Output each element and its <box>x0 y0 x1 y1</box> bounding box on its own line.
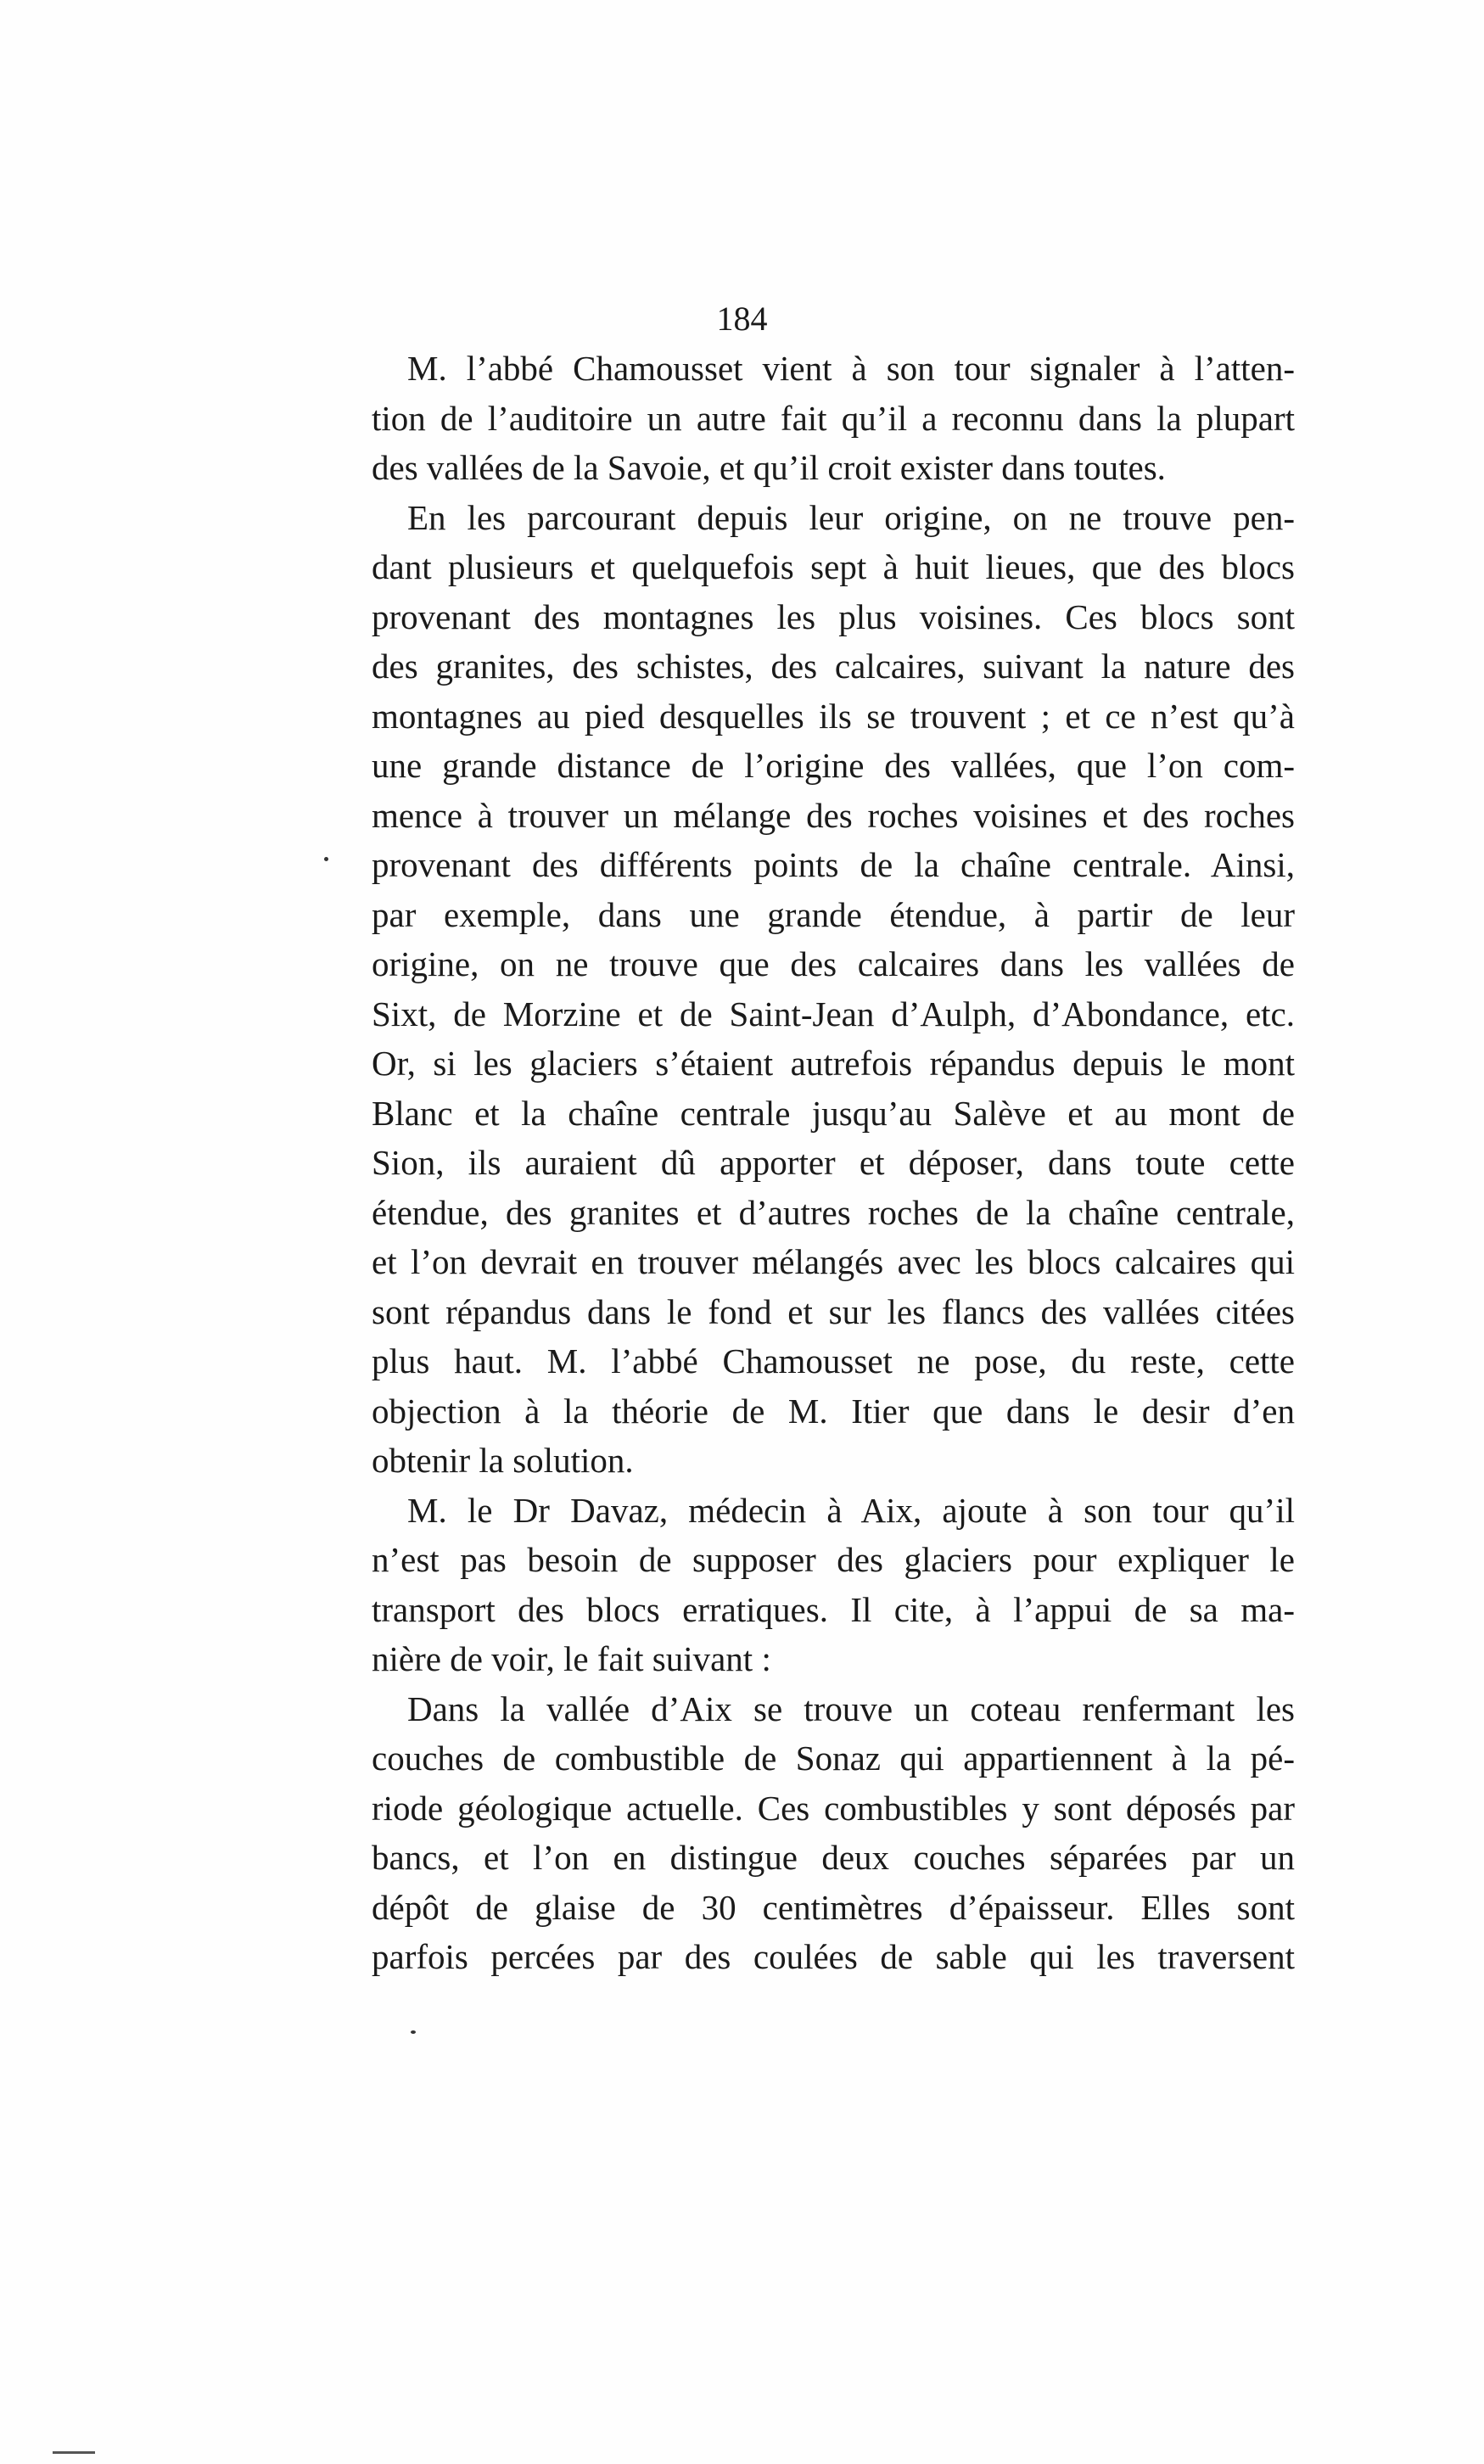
text-line: une grande distance de l’origine des vallées, que l’on com- <box>372 746 1295 785</box>
text-line: transport des blocs erratiques. Il cite, à l’appui de sa ma- <box>372 1589 1295 1629</box>
scan-edge-mark <box>53 2451 95 2454</box>
text-line: Sixt, de Morzine et de Saint-Jean d’Aulph, d’Abondance, etc. <box>372 994 1295 1033</box>
text-line: étendue, des granites et d’autres roches de la chaîne centrale, <box>372 1192 1295 1232</box>
text-line: et l’on devrait en trouver mélangés avec les blocs calcaires qui <box>372 1242 1295 1281</box>
page-number: 184 <box>716 300 768 338</box>
text-line: nière de voir, le fait suivant : <box>372 1639 771 1678</box>
body-text <box>372 344 1295 1982</box>
text-line: obtenir la solution. <box>372 1441 634 1480</box>
text-line: n’est pas besoin de supposer des glaciers pour expliquer le <box>372 1540 1295 1579</box>
text-line: bancs, et l’on en distingue deux couches séparées par un <box>372 1838 1295 1877</box>
text-line: M. le Dr Davaz, médecin à Aix, ajoute à son tour qu’il <box>407 1490 1295 1530</box>
scan-speck <box>324 857 328 861</box>
text-line: Sion, ils auraient dû apporter et déposer, dans toute cette <box>372 1143 1295 1182</box>
text-line: des granites, des schistes, des calcaires, suivant la nature des <box>372 647 1295 686</box>
text-line: parfois percées par des coulées de sable qui les traversent <box>372 1937 1295 1976</box>
text-line: dépôt de glaise de 30 centimètres d’épaisseur. Elles sont <box>372 1887 1295 1927</box>
text-line: sont répandus dans le fond et sur les flancs des vallées citées <box>372 1291 1295 1331</box>
text-line: montagnes au pied desquelles ils se trouvent ; et ce n’est qu’à <box>372 696 1295 736</box>
text-line: tion de l’auditoire un autre fait qu’il a reconnu dans la plupart <box>372 398 1295 438</box>
text-line: des vallées de la Savoie, et qu’il croit exister dans toutes. <box>372 448 1166 487</box>
text-line: Dans la vallée d’Aix se trouve un coteau renfermant les <box>407 1688 1295 1728</box>
text-line: dant plusieurs et quelquefois sept à huit lieues, que des blocs <box>372 547 1295 586</box>
text-line: M. l’abbé Chamousset vient à son tour signaler à l’atten- <box>407 349 1295 388</box>
text-line: plus haut. M. l’abbé Chamousset ne pose, du reste, cette <box>372 1341 1295 1380</box>
text-line: riode géologique actuelle. Ces combustibles y sont déposés par <box>372 1788 1295 1828</box>
text-line: mence à trouver un mélange des roches voisines et des roches <box>372 795 1295 835</box>
text-line: par exemple, dans une grande étendue, à partir de leur <box>372 894 1295 934</box>
text-line: Blanc et la chaîne centrale jusqu’au Salève et au mont de <box>372 1093 1295 1133</box>
text-line: Or, si les glaciers s’étaient autrefois répandus depuis le mont <box>372 1044 1295 1083</box>
text-line: provenant des différents points de la chaîne centrale. Ainsi, <box>372 845 1295 884</box>
text-line: objection à la théorie de M. Itier que dans le desir d’en <box>372 1391 1295 1431</box>
text-line: En les parcourant depuis leur origine, on ne trouve pen- <box>407 497 1295 537</box>
text-line: origine, on ne trouve que des calcaires dans les vallées de <box>372 944 1295 983</box>
text-line: provenant des montagnes les plus voisines. Ces blocs sont <box>372 596 1295 636</box>
text-line: couches de combustible de Sonaz qui appartiennent à la pé- <box>372 1739 1295 1778</box>
scan-speck <box>411 2030 416 2034</box>
